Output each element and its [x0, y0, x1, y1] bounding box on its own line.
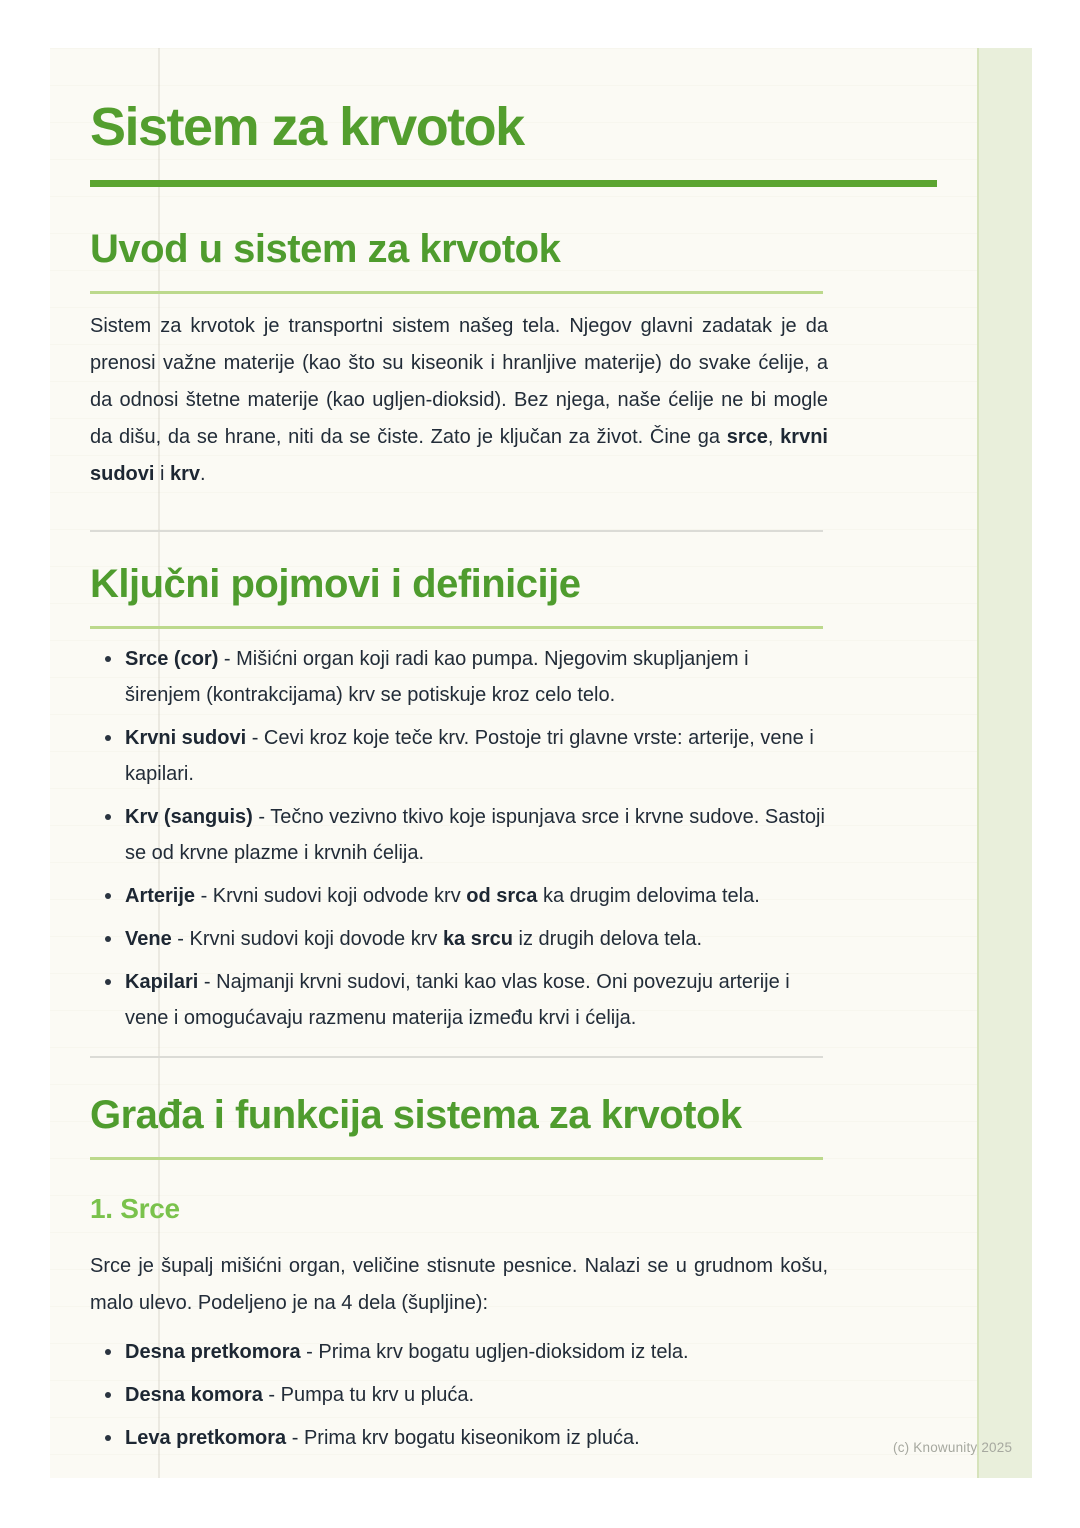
- intro-paragraph: Sistem za krvotok je transportni sistem našeg tela. Njegov glavni zadatak je da prenosi važne materije (kao što su kiseonik i hranljive materije) do svake ćelije, a da odnosi štetne materije (kao ugljen-dioksid). Bez njega, naše ćelije ne bi mogle da dišu, da se hrane, niti da se čiste. Zato je ključan za život. Čine ga srce, krvni sudovi i krv.: [90, 315, 828, 485]
- list-item: [90, 799, 828, 871]
- list-item: [90, 878, 828, 914]
- section-divider: [90, 1056, 823, 1058]
- document-page: [50, 48, 1032, 1478]
- list-item-text: Desna pretkomora - Prima krv bogatu ugljen-dioksidom iz tela.: [125, 1341, 689, 1363]
- list-item: [90, 1334, 828, 1370]
- page-content: [90, 48, 937, 1463]
- bullet-dot-icon: [105, 979, 111, 985]
- srce-paragraph: Srce je šupalj mišićni organ, veličine stisnute pesnice. Nalazi se u grudnom košu, malo ulevo. Podeljeno je na 4 dela (šupljine):: [90, 1255, 828, 1314]
- list-item: [90, 964, 828, 1036]
- list-item-text: Leva pretkomora - Prima krv bogatu kiseonikom iz pluća.: [125, 1427, 640, 1449]
- section-divider: [90, 530, 823, 532]
- bullet-dot-icon: [105, 893, 111, 899]
- page-title: Sistem za krvotok: [90, 97, 524, 157]
- list-item-text: Srce (cor) - Mišićni organ koji radi kao pumpa. Njegovim skupljanjem i širenjem (kontrakcijama) krv se potiskuje kroz celo telo.: [125, 648, 749, 706]
- list-item-text: Krv (sanguis) - Tečno vezivno tkivo koje ispunjava srce i krvne sudove. Sastoji se od krvne plazme i krvnih ćelija.: [125, 806, 825, 864]
- title-underline-rule: [90, 180, 937, 187]
- section-underline-terms: [90, 626, 823, 629]
- page-side-strip: [977, 48, 1032, 1478]
- copyright-watermark: (c) Knowunity 2025: [893, 1440, 1013, 1455]
- list-item-text: Krvni sudovi - Cevi kroz koje teče krv. Postoje tri glavne vrste: arterije, vene i kapilari.: [125, 727, 814, 785]
- list-item-text: Vene - Krvni sudovi koji dovode krv ka srcu iz drugih delova tela.: [125, 928, 703, 950]
- terms-bullet-list: [90, 641, 828, 1036]
- section-heading-terms: Ključni pojmovi i definicije: [90, 562, 581, 606]
- bullet-dot-icon: [105, 1392, 111, 1398]
- bullet-dot-icon: [105, 656, 111, 662]
- list-item: [90, 641, 828, 713]
- list-item-text: Kapilari - Najmanji krvni sudovi, tanki kao vlas kose. Oni povezuju arterije i vene i omogućavaju razmenu materija između krvi i ćelija.: [125, 971, 790, 1029]
- section-heading-gradja: Građa i funkcija sistema za krvotok: [90, 1093, 742, 1137]
- list-item: [90, 720, 828, 792]
- section-heading-uvod: Uvod u sistem za krvotok: [90, 227, 561, 271]
- bullet-dot-icon: [105, 1435, 111, 1441]
- bullet-dot-icon: [105, 1349, 111, 1355]
- bullet-dot-icon: [105, 735, 111, 741]
- list-item: [90, 1420, 828, 1456]
- bullet-dot-icon: [105, 814, 111, 820]
- heart-bullet-list: [90, 1334, 828, 1456]
- list-item: [90, 1377, 828, 1413]
- section-underline-gradja: [90, 1157, 823, 1160]
- list-item-text: Arterije - Krvni sudovi koji odvode krv od srca ka drugim delovima tela.: [125, 885, 760, 907]
- list-item-text: Desna komora - Pumpa tu krv u pluća.: [125, 1384, 475, 1406]
- section-underline-uvod: [90, 291, 823, 294]
- subsection-heading-srce: 1. Srce: [90, 1193, 180, 1224]
- list-item: [90, 921, 828, 957]
- bullet-dot-icon: [105, 936, 111, 942]
